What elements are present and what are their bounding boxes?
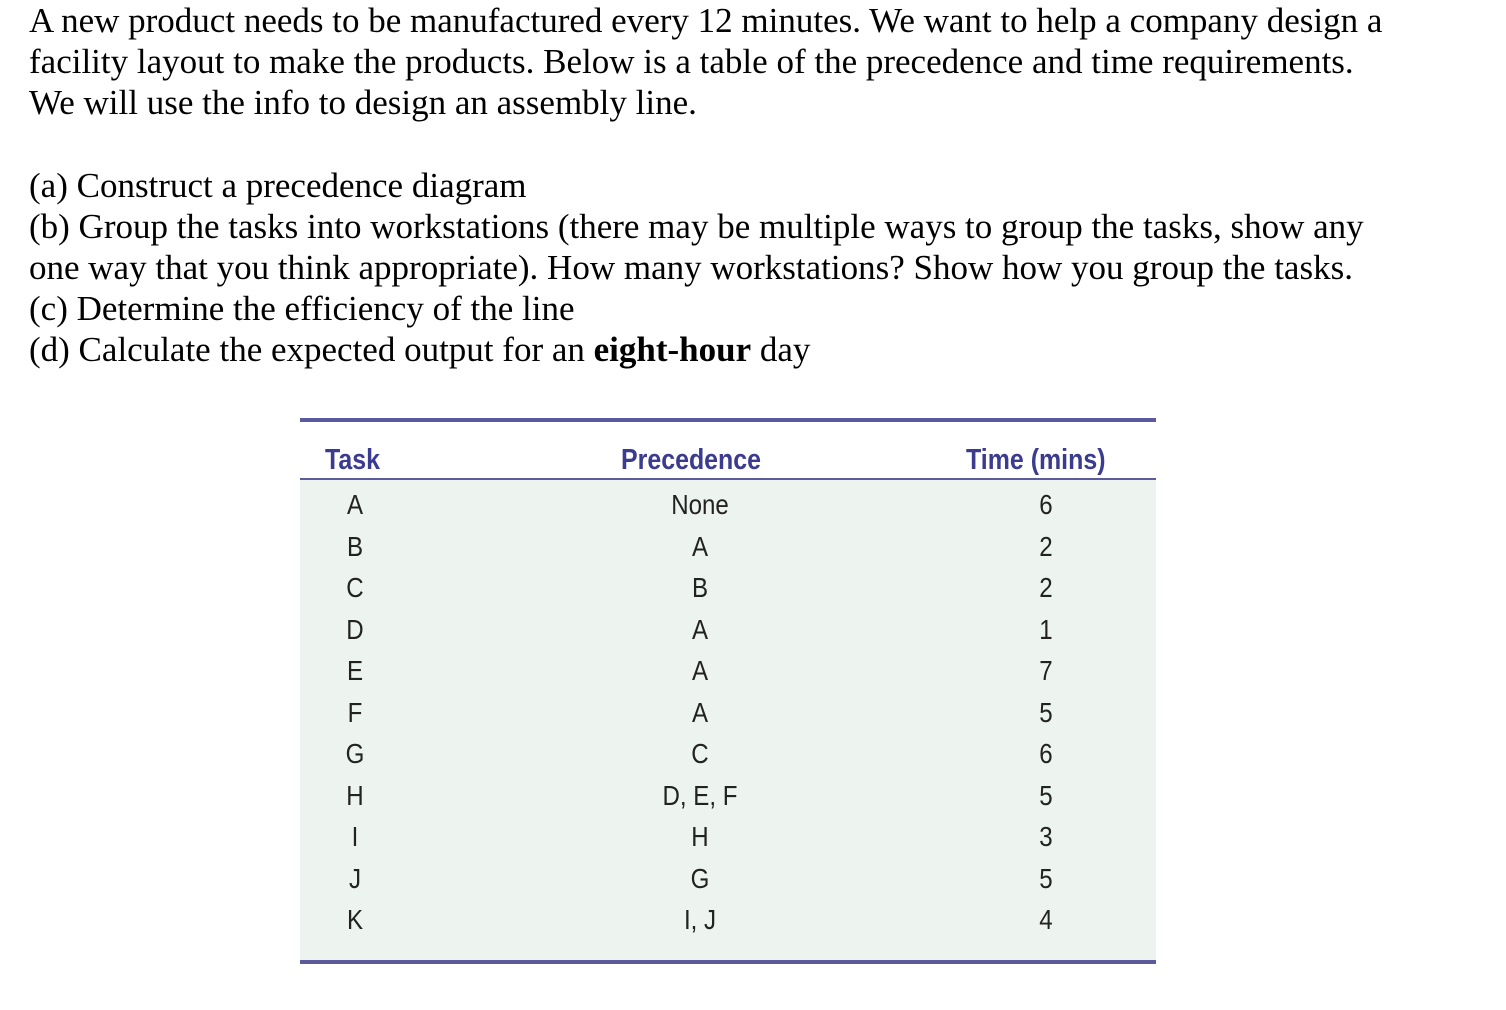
precedence-cell: A <box>691 696 709 728</box>
intro-line-2: facility layout to make the products. Below is a table of the precedence and time requirements. <box>29 42 1354 81</box>
intro-line-3: We will use the info to design an assembly line. <box>29 83 697 122</box>
question-part-a <box>29 165 1489 206</box>
precedence-cell: B <box>691 572 709 603</box>
task-cell: J <box>348 862 362 894</box>
precedence-cell: A <box>691 530 709 562</box>
precedence-table <box>300 418 1156 964</box>
table-row <box>300 775 1156 817</box>
table-row <box>300 567 1156 609</box>
time-cell: 7 <box>1039 655 1053 686</box>
task-cell: E <box>346 655 364 686</box>
time-cell: 6 <box>1039 489 1053 520</box>
part-a-text: (a) Construct a precedence diagram <box>29 166 527 205</box>
part-d-prefix: (d) Calculate the expected output for an <box>29 330 594 369</box>
precedence-cell: None <box>671 489 729 520</box>
task-cell: D <box>346 613 364 645</box>
time-cell: 2 <box>1039 530 1053 562</box>
problem-statement <box>29 0 1489 370</box>
time-cell: 5 <box>1039 862 1053 894</box>
table-row <box>300 858 1156 900</box>
header-precedence: Precedence <box>621 444 762 476</box>
table-row <box>300 733 1156 775</box>
task-cell: C <box>346 572 364 603</box>
table-row <box>300 650 1156 692</box>
precedence-cell: H <box>691 821 709 852</box>
table-row <box>300 609 1156 651</box>
time-cell: 4 <box>1039 904 1053 935</box>
header-task: Task <box>325 444 380 476</box>
table-header <box>300 422 1156 480</box>
precedence-cell: A <box>691 655 709 686</box>
precedence-cell: I, J <box>683 904 717 935</box>
precedence-cell: C <box>691 738 709 769</box>
task-cell: I <box>351 821 359 852</box>
part-b-line-1: (b) Group the tasks into workstations (there may be multiple ways to group the tasks, show any <box>29 207 1364 246</box>
task-cell: K <box>346 904 364 935</box>
time-cell: 3 <box>1039 821 1053 852</box>
task-cell: G <box>345 738 365 769</box>
table-row <box>300 526 1156 568</box>
task-cell: B <box>346 530 364 562</box>
time-cell: 1 <box>1039 613 1053 645</box>
time-cell: 6 <box>1039 738 1053 769</box>
question-part-d <box>29 329 1489 370</box>
table-row <box>300 899 1156 941</box>
table-row <box>300 484 1156 526</box>
time-cell: 5 <box>1039 779 1053 811</box>
task-cell: F <box>347 696 363 728</box>
table-row <box>300 816 1156 858</box>
problem-intro <box>29 0 1489 123</box>
part-d-suffix: day <box>751 330 811 369</box>
header-time: Time (mins) <box>966 444 1106 476</box>
intro-line-1: A new product needs to be manufactured every 12 minutes. We want to help a company design a <box>29 1 1383 40</box>
table-body <box>300 484 1156 941</box>
time-cell: 5 <box>1039 696 1053 728</box>
question-part-c <box>29 288 1489 329</box>
precedence-cell: A <box>691 613 709 645</box>
part-c-text: (c) Determine the efficiency of the line <box>29 289 575 328</box>
precedence-cell: D, E, F <box>662 779 738 811</box>
part-d-bold: eight-hour <box>593 330 752 369</box>
time-cell: 2 <box>1039 572 1053 603</box>
precedence-cell: G <box>690 862 710 894</box>
question-part-b <box>29 206 1489 288</box>
task-cell: H <box>346 779 364 811</box>
task-cell: A <box>346 489 364 520</box>
table-row <box>300 692 1156 734</box>
part-b-line-2: one way that you think appropriate). How many workstations? Show how you group the tasks. <box>29 248 1353 287</box>
